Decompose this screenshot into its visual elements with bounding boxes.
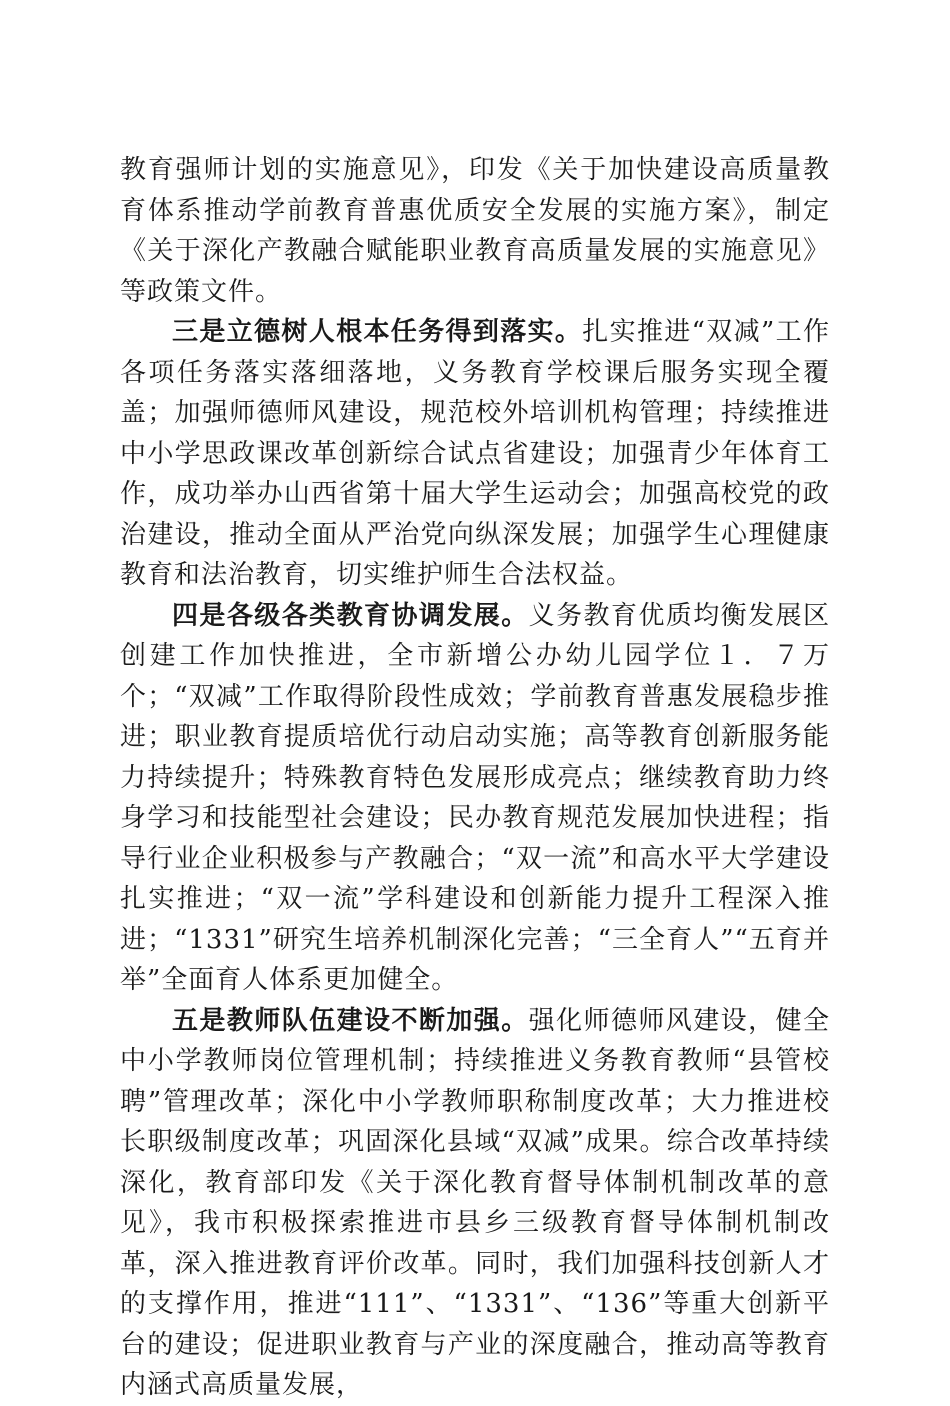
paragraph-lead: 三是立德树人根本任务得到落实。 xyxy=(172,317,583,347)
paragraph-text: 义务教育优质均衡发展区创建工作加快推进，全市新增公办幼儿园学位１．７万个；“双减”工作取得阶段性成效；学前教育普惠发展稳步推进；职业教育提质培优行动启动实施；高等教育创新服务能力持续提升；特殊教育特色发展形成亮点；继续教育助力终身学习和技能型社会建设；民办教育规范发展加快进程；指导行业企业积极参与产教融合；“双一流”和高水平大学建设扎实推进；“双一流”学科建设和创新能力提升工程深入推进；“1331”研究生培养机制深化完善；“三全育人”“五育并举”全面育人体系更加健全。 xyxy=(120,600,830,995)
paragraph-continuation xyxy=(120,150,830,312)
paragraph-text: 教育强师计划的实施意见》，印发《关于加快建设高质量教育体系推动学前教育普惠优质安全发展的实施方案》，制定《关于深化产教融合赋能职业教育高质量发展的实施意见》等政策文件。 xyxy=(120,155,830,307)
paragraph-moral-education xyxy=(120,312,830,596)
paragraph-lead: 五是教师队伍建设不断加强。 xyxy=(172,1005,529,1036)
paragraph-text: 强化师德师风建设，健全中小学教师岗位管理机制；持续推进义务教育教师“县管校聘”管理改革；深化中小学教师职称制度改革；大力推进校长职级制度改革；巩固深化县域“双减”成果。综合改革持续深化，教育部印发《关于深化教育督导体制机制改革的意见》，我市积极探索推进市县乡三级教育督导体制机制改革，深入推进教育评价改革。同时，我们加强科技创新人才的支撑作用，推进“111”、“1331”、“136”等重大创新平台的建设；促进职业教育与产业的深度融合，推动高等教育内涵式高质量发展， xyxy=(120,1005,830,1400)
paragraph-text: 扎实推进“双减”工作各项任务落实落细落地，义务教育学校课后服务实现全覆盖；加强师德师风建设，规范校外培训机构管理；持续推进中小学思政课改革创新综合试点省建设；加强青少年体育工作，成功举办山西省第十届大学生运动会；加强高校党的政治建设，推动全面从严治党向纵深发展；加强学生心理健康教育和法治教育，切实维护师生合法权益。 xyxy=(120,317,830,590)
paragraph-coordinated-development xyxy=(120,596,830,1001)
paragraph-lead: 四是各级各类教育协调发展。 xyxy=(172,600,529,631)
document-body xyxy=(120,150,830,1406)
paragraph-teacher-team xyxy=(120,1001,830,1406)
